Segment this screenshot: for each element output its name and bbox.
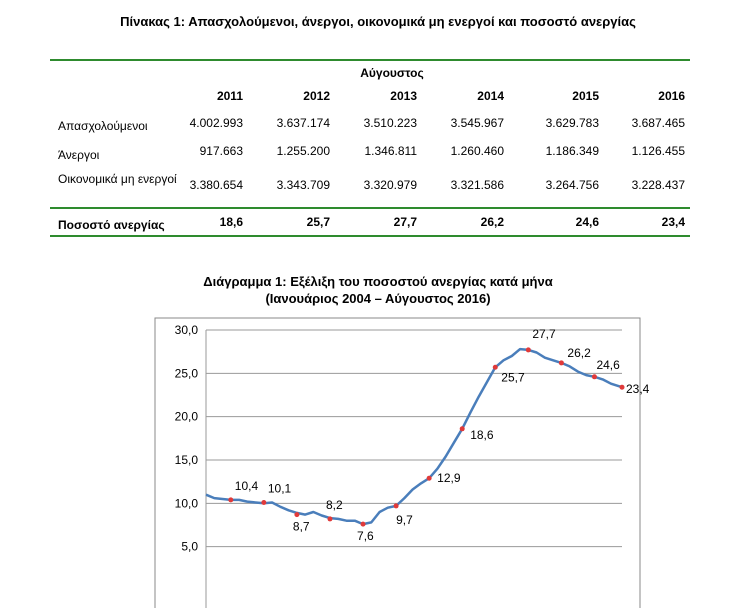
data-point-marker — [559, 360, 564, 365]
data-point-marker — [361, 522, 366, 527]
month-header: Αύγουστος — [360, 66, 424, 80]
chart-frame — [155, 318, 640, 608]
data-point-marker — [228, 497, 233, 502]
data-point-marker — [427, 476, 432, 481]
data-label: 9,7 — [396, 512, 413, 527]
y-tick-label: 5,0 — [181, 539, 198, 554]
y-tick-label: 25,0 — [174, 366, 198, 381]
year-header: 2016 — [658, 89, 685, 103]
table-cell: 1.126.455 — [631, 144, 685, 158]
table-cell: 3.320.979 — [363, 178, 417, 192]
data-point-marker — [526, 347, 531, 352]
data-point-marker — [294, 512, 299, 517]
data-label: 26,2 — [567, 345, 591, 360]
data-label: 25,7 — [501, 370, 525, 385]
year-header: 2015 — [572, 89, 599, 103]
year-header: 2014 — [477, 89, 504, 103]
data-label: 23,4 — [626, 382, 650, 397]
row-label-employed: Απασχολούμενοι — [58, 119, 148, 133]
table-cell: 23,4 — [661, 215, 685, 229]
table-cell: 1.346.811 — [364, 144, 417, 158]
table-cell: 27,7 — [393, 215, 417, 229]
data-point-marker — [620, 385, 625, 390]
data-point-marker — [394, 503, 399, 508]
table-cell: 917.663 — [199, 144, 243, 158]
y-tick-label: 30,0 — [174, 323, 198, 337]
table-cell: 1.255.200 — [276, 144, 330, 158]
table-cell: 3.510.223 — [363, 116, 417, 130]
data-label: 10,4 — [234, 478, 259, 493]
data-label: 24,6 — [596, 357, 620, 372]
table-cell: 24,6 — [575, 215, 599, 229]
data-label: 27,7 — [532, 326, 556, 341]
y-tick-label: 10,0 — [174, 496, 198, 511]
table-cell: 3.343.709 — [276, 178, 330, 192]
row-label-inactive: Οικονομικά μη ενεργοί — [58, 172, 177, 186]
table-cell: 4.002.993 — [189, 116, 243, 130]
table-cell: 1.260.460 — [450, 144, 504, 158]
year-header: 2012 — [303, 89, 330, 103]
table-cell: 18,6 — [219, 215, 243, 229]
table-cell: 3.629.783 — [545, 116, 599, 130]
data-label: 7,6 — [357, 529, 374, 544]
data-point-marker — [493, 365, 498, 370]
data-point-marker — [261, 500, 266, 505]
table-cell: 3.687.465 — [631, 116, 685, 130]
table-cell: 3.228.437 — [631, 178, 685, 192]
data-point-marker — [327, 516, 332, 521]
row-label-unemployed: Άνεργοι — [58, 148, 100, 162]
data-point-marker — [460, 426, 465, 431]
row-label-rate: Ποσοστό ανεργίας — [58, 218, 165, 232]
table-cell: 3.321.586 — [450, 178, 504, 192]
data-label: 10,1 — [267, 481, 292, 496]
y-tick-label: 20,0 — [174, 409, 198, 424]
data-label: 18,6 — [470, 427, 494, 442]
chart-title: Διάγραμμα 1: Εξέλιξη του ποσοστού ανεργίας κατά μήνα — [203, 274, 553, 289]
table-title: Πίνακας 1: Απασχολούμενοι, άνεργοι, οικονομικά μη ενεργοί και ποσοστό ανεργίας — [120, 14, 636, 29]
y-tick-label: 15,0 — [174, 453, 198, 467]
table-cell: 3.264.756 — [545, 178, 599, 192]
data-label: 8,7 — [292, 519, 310, 534]
table-cell: 3.545.967 — [450, 116, 504, 130]
data-point-marker — [592, 374, 597, 379]
year-header: 2013 — [390, 89, 417, 103]
table-cell: 3.380.654 — [189, 178, 243, 192]
data-label: 12,9 — [437, 471, 461, 486]
table-cell: 26,2 — [480, 215, 504, 229]
table-cell: 1.186.349 — [545, 144, 599, 158]
chart-subtitle: (Ιανουάριος 2004 – Αύγουστος 2016) — [265, 291, 491, 306]
data-label: 8,2 — [325, 497, 343, 512]
table-cell: 3.637.174 — [276, 116, 330, 130]
year-header: 2011 — [216, 89, 243, 103]
table-cell: 25,7 — [306, 215, 330, 229]
